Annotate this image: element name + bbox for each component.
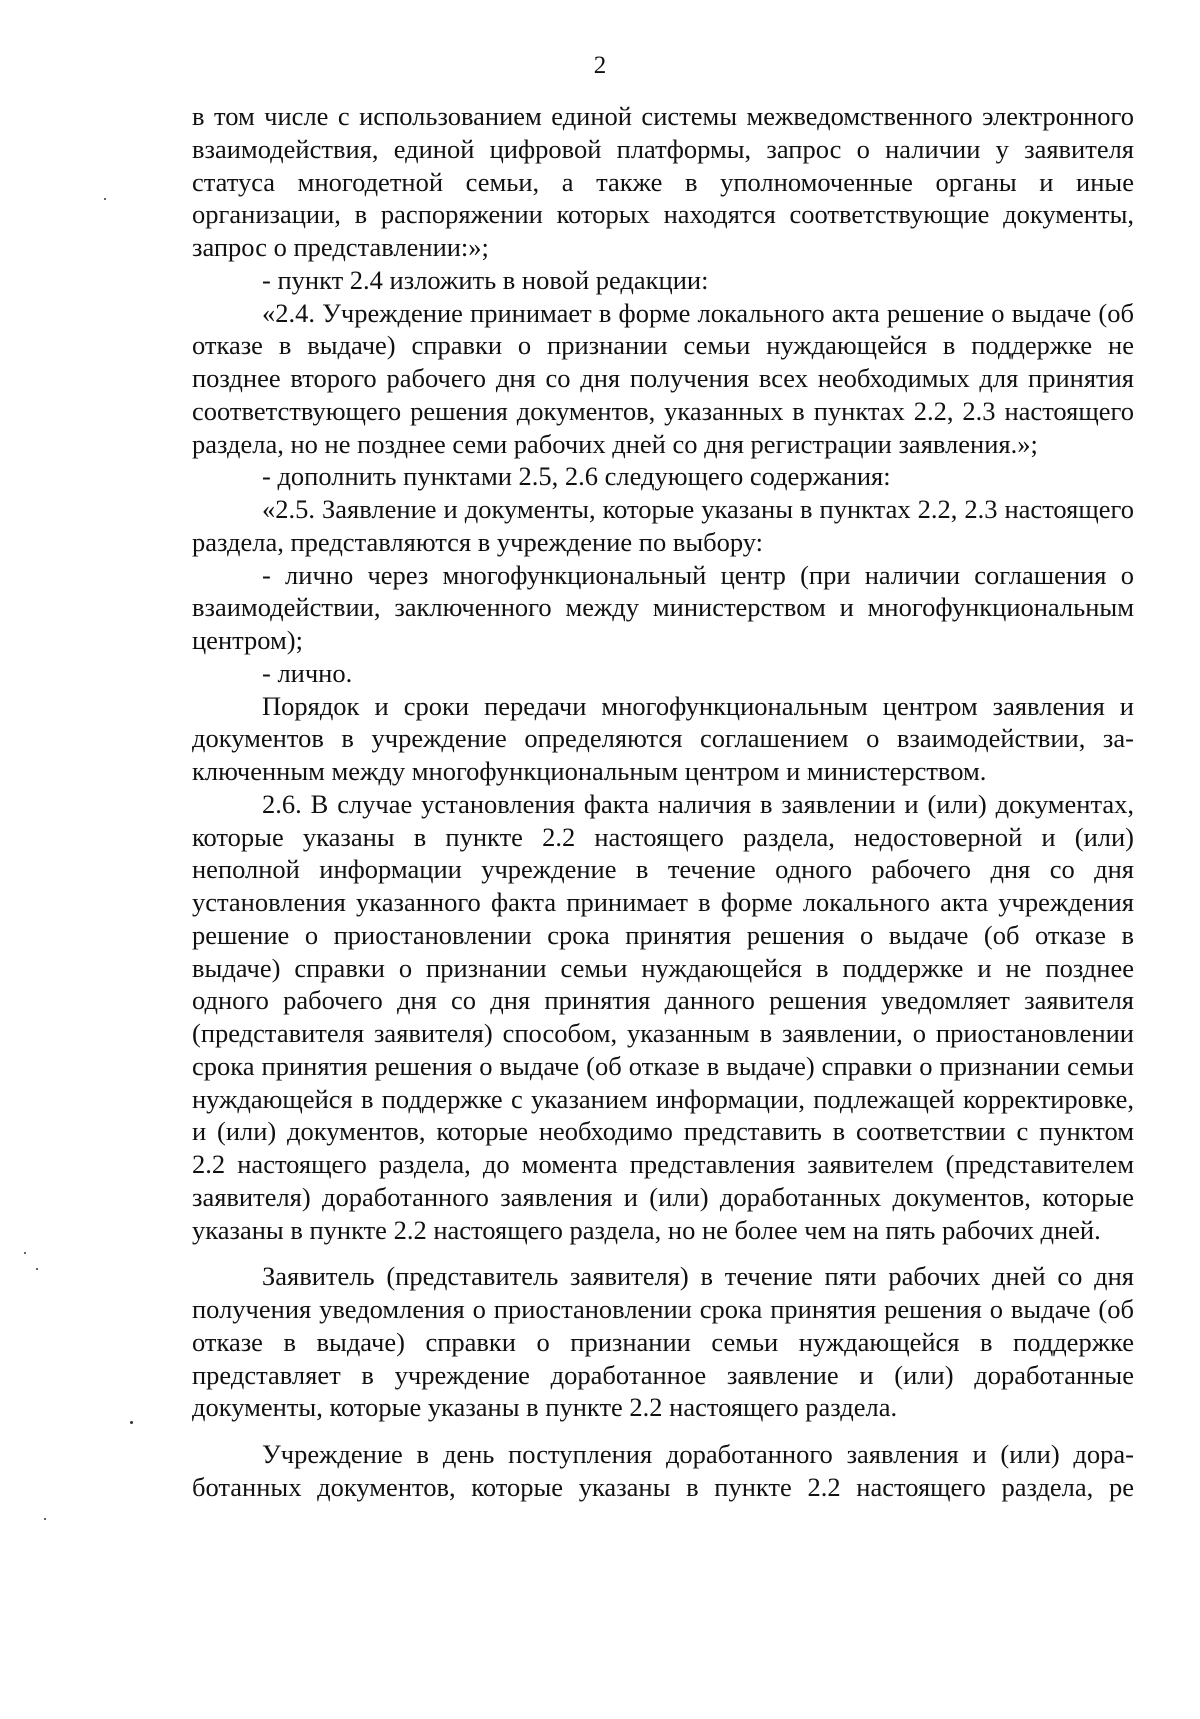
scan-speck [36,1268,38,1270]
scan-speck [104,198,106,200]
paragraph-option-personal: - лично. [262,657,353,688]
paragraph-supplement-instruction: - дополнить пунктами 2.5, 2.6 следующего содержания: [262,461,891,492]
paragraph-institution-action: Учреждение в день поступления доработанного заявления и (или) доработанных документов, которые указаны в пункте 2.2 настоящего раздела, ре [192,1439,1134,1502]
scan-speck [44,1518,46,1520]
page-number: 2 [593,52,607,79]
paragraph-continuation: в том числе с использованием единой системы межведомственного электронного взаимодействия, единой цифровой платформы, запрос о наличии у заявителя статуса многодетной семьи, а также в уполномоченные органы и иные организации, в распоряжении которых находятся соответствующие документы, запрос о представлении:»; [192,101,1134,262]
document-body [192,100,1134,1504]
paragraph-transfer-procedure: Порядок и сроки передачи многофункциональным центром заявления и документов в учреждение определяются соглашением о взаимодействии, заключенным между многофункциональным центром и министерством. [192,690,1134,786]
scan-speck [130,1421,133,1424]
paragraph-clause-2-6: 2.6. В случае установления факта наличия в заявлении и (или) документах, которые указаны в пункте 2.2 настоящего раздела, недостоверной и (или) неполной информации учреждение в течение одного рабочего дня со дня установления указанного факта принимает в форме локального акта учреждения решение о приостановлении срока принятия решения о выдаче (об отказе в выдаче) справки о признании семьи нуждающейся в поддержке и не позднее одного рабочего дня со дня принятия данного решения уведомляет заявителя (представителя заявителя) способом, указанным в заявлении, о приостановлении срока принятия решения о выдаче (об отказе в выдаче) справки о признании семьи нуждающейся в поддержке с указанием информации, подлежащей корректировке, и (или) документов, которые необходимо представить в соответствии с пунктом 2.2 настоящего раздела, до момента представления заявителем (представителем заявителя) доработанного заявления и (или) доработанных документов, которые указаны в пункте 2.2 настоящего раздела, но не более чем на пять рабочих дней. [192,788,1134,1245]
paragraph-option-mfc: - лично через многофункциональный центр (при наличии соглашения о взаимодействии, заключенного между министерством и многофункциональным центром); [192,559,1134,655]
paragraph-clause-2-5: «2.5. Заявление и документы, которые указаны в пунктах 2.2, 2.3 настоящего раздела, представляются в учреждение по выбору: [192,494,1134,557]
paragraph-clause-2-4: «2.4. Учреждение принимает в форме локального акта решение о выдаче (об отказе в выдаче) справки о признании семьи нуждающейся в поддержке не позднее второго рабочего дня со дня получения всех необходимых для принятия соответствующего решения документов, указанных в пунктах 2.2, 2.3 настоящего раздела, но не позднее семи рабочих дней со дня регистрации заявления.»; [192,297,1134,459]
paragraph-applicant-resubmission: Заявитель (представитель заявителя) в течение пяти рабочих дней со дня получения уведомления о приостановлении срока принятия решения о выдаче (об отказе в выдаче) справки о признании семьи нуждающейся в поддержке представляет в учреждение доработанное заявление и (или) доработанные документы, которые указаны в пункте 2.2 настоящего раздела. [192,1261,1134,1423]
scan-speck [24,1252,26,1254]
paragraph-item-2-4-instruction: - пункт 2.4 изложить в новой редакции: [262,264,709,295]
